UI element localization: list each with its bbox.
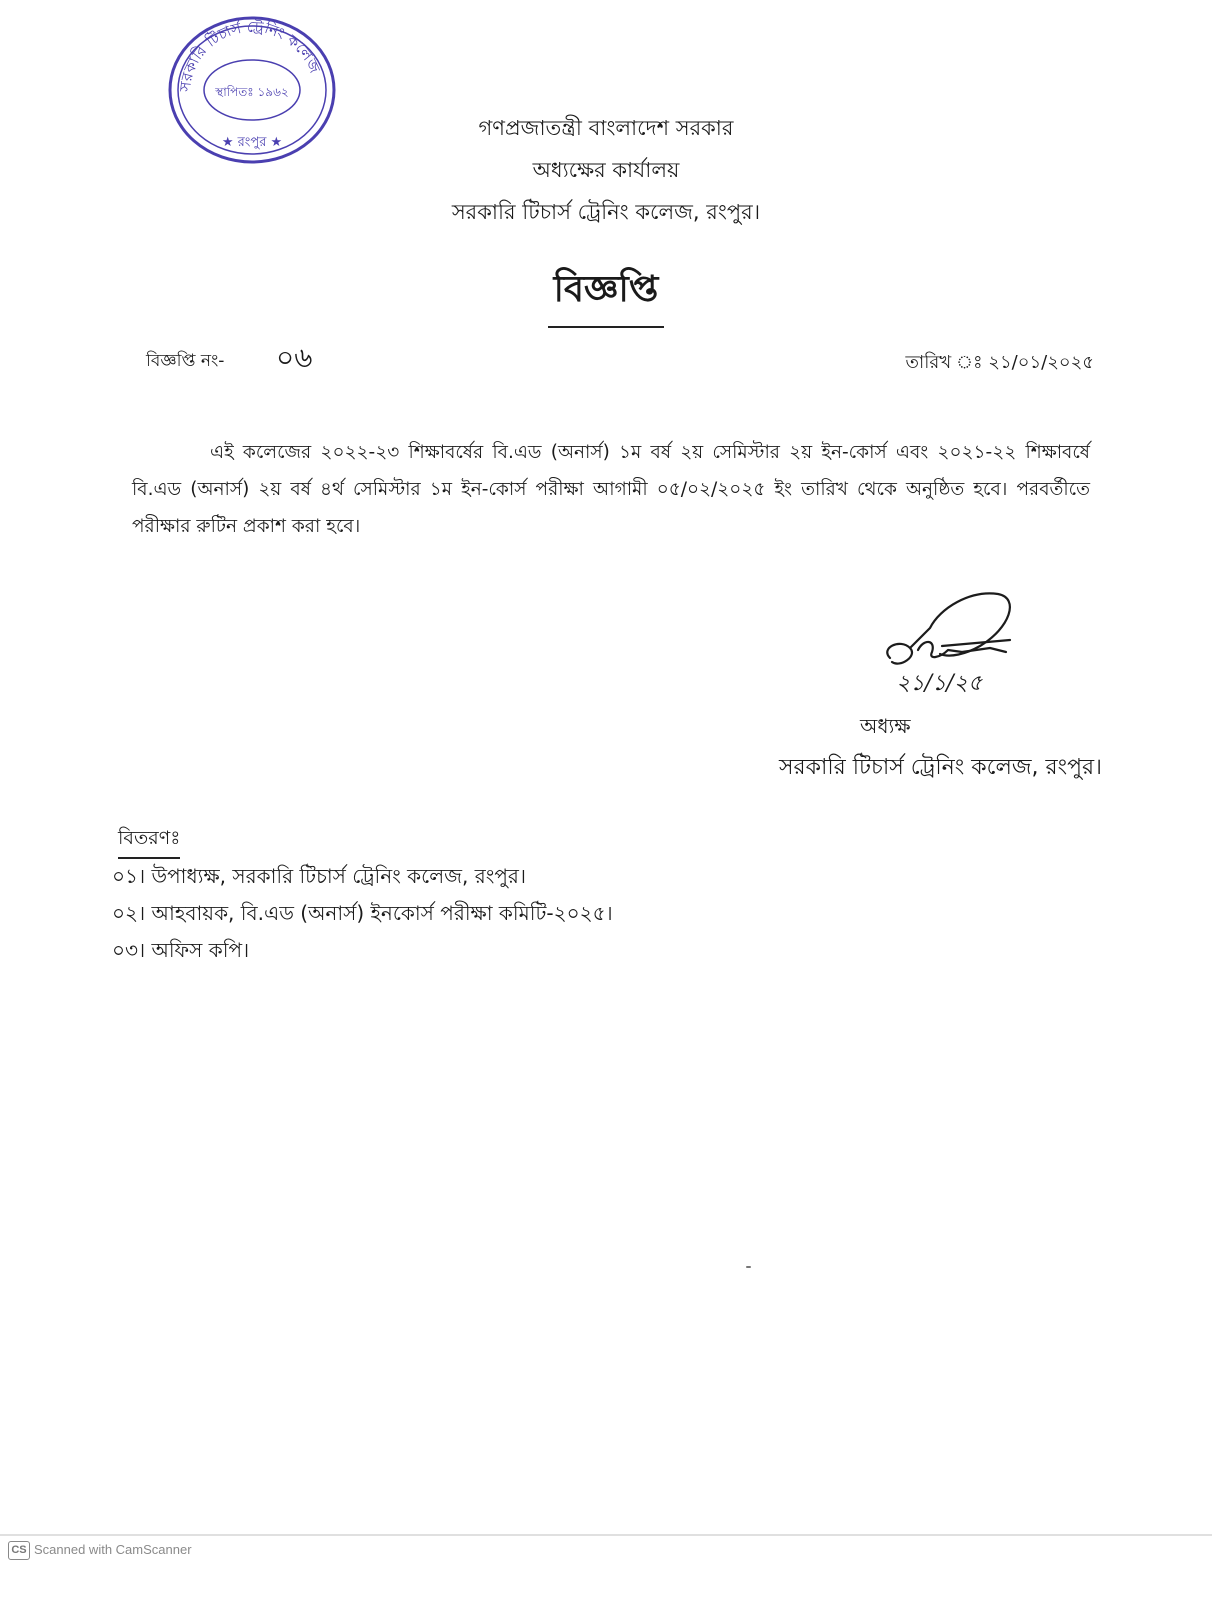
header-college: সরকারি টিচার্স ট্রেনিং কলেজ, রংপুর। <box>451 200 761 224</box>
camscanner-watermark: Scanned with CamScanner <box>34 1542 192 1557</box>
signatory-title: অধ্যক্ষ <box>860 714 911 738</box>
footer-divider <box>0 1534 1212 1536</box>
signature-date: ২১/১/২৫ <box>896 671 983 696</box>
memo-number: ০৬ <box>276 341 313 374</box>
memo-label: বিজ্ঞপ্তি নং- <box>146 351 225 371</box>
scan-speck <box>746 1266 751 1268</box>
signatory-college: সরকারি টিচার্স ট্রেনিং কলেজ, রংপুর। <box>778 755 1102 780</box>
header-office: অধ্যক্ষের কার্যালয় <box>532 158 680 182</box>
distribution-list <box>112 858 613 969</box>
distribution-item: ০৩। অফিস কপি। <box>112 938 250 962</box>
notice-date: তারিখ ঃ ২১/০১/২০২৫ <box>905 352 1094 373</box>
notice-title-text: বিজ্ঞপ্তি <box>548 262 665 328</box>
svg-text:সরকারি টিচার্স ট্রেনিং কলেজ: সরকারি টিচার্স ট্রেনিং কলেজ <box>175 17 324 93</box>
notice-title <box>0 262 1212 328</box>
header-government: গণপ্রজাতন্ত্রী বাংলাদেশ সরকার <box>478 116 734 140</box>
svg-text:স্থাপিতঃ ১৯৬২: স্থাপিতঃ ১৯৬২ <box>215 85 289 99</box>
distribution-heading: বিতরণঃ <box>118 824 180 859</box>
notice-body: এই কলেজের ২০২২-২৩ শিক্ষাবর্ষের বি.এড (অনার্স) ১ম বর্ষ ২য় সেমিস্টার ২য় ইন-কোর্স এবং ২০২১-২২ শিক্ষাবর্ষে বি.এড (অনার্স) ২য় বর্ষ ৪র্থ সেমিস্টার ১ম ইন-কোর্স পরীক্ষা আগামী ০৫/০২/২০২৫ ইং তারিখ থেকে অনুষ্ঠিত হবে। পরবর্তীতে পরীক্ষার রুটিন প্রকাশ করা হবে। <box>132 442 1090 537</box>
camscanner-logo-icon: CS <box>8 1541 30 1560</box>
svg-text:★ রংপুর ★: ★ রংপুর ★ <box>221 135 283 150</box>
distribution-item: ০১। উপাধ্যক্ষ, সরকারি টিচার্স ট্রেনিং কলেজ, রংপুর। <box>112 864 527 888</box>
distribution-item: ০২। আহবায়ক, বি.এড (অনার্স) ইনকোর্স পরীক্ষা কমিটি-২০২৫। <box>112 901 613 925</box>
